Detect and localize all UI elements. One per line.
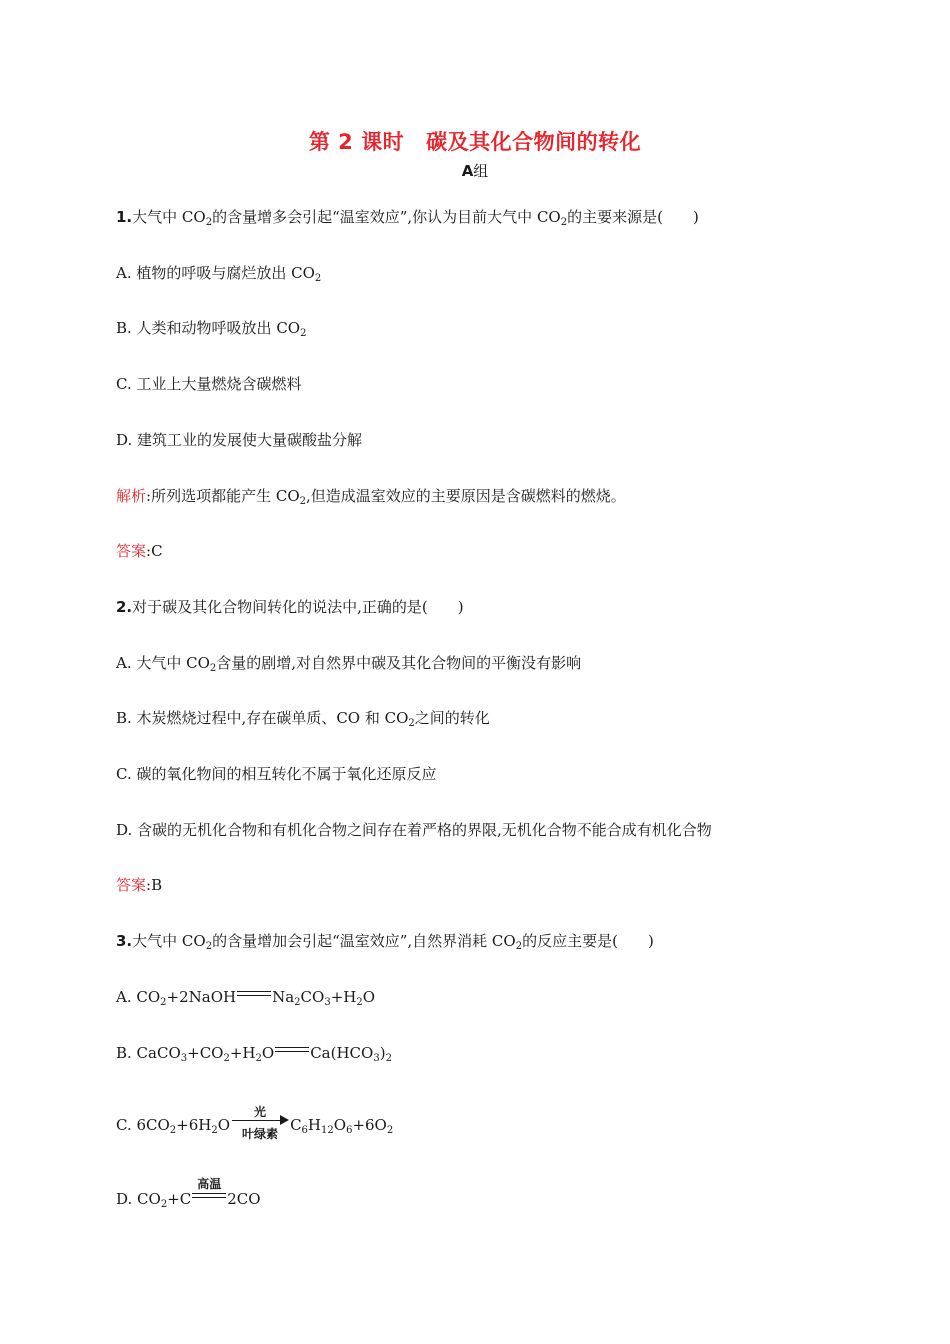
question-3-option-d: [116, 1177, 261, 1210]
option-text: C. 碳的氧化物间的相互转化不属于氧化还原反应: [116, 765, 437, 783]
formula-text: H: [307, 1116, 322, 1134]
formula-text: O: [362, 988, 376, 1006]
answer-value: :C: [146, 542, 163, 560]
formula-text: C: [290, 1116, 302, 1134]
formula-text: +2NaOH: [166, 988, 237, 1006]
arrow-condition-above: 光: [254, 1105, 267, 1119]
question-1-option-a: A. 植物的呼吸与腐烂放出 $CO_2$: [116, 264, 322, 284]
question-2-option-d: [116, 820, 712, 840]
stem-text: 对于碳及其化合物间转化的说法中,正确的是( ): [132, 598, 464, 616]
formula-text: O: [217, 1116, 231, 1134]
question-3-stem: 3.大气中 $CO_2$的含量增加会引起“温室效应”,自然界消耗 $CO_2$的反应主要是( ): [116, 932, 654, 952]
question-number: 3.: [116, 932, 133, 950]
question-2-answer: [116, 875, 162, 895]
subscript: 2: [386, 1125, 394, 1136]
question-3-option-c: [116, 1105, 394, 1141]
question-1-option-d: [116, 430, 362, 450]
subscript: 6: [301, 1125, 308, 1136]
question-2-option-c: [116, 764, 436, 784]
question-1-option-b: B. 人类和动物呼吸放出 $CO_2$: [116, 319, 307, 339]
subscript: 2: [160, 1199, 168, 1210]
option-text: D. 含碳的无机化合物和有机化合物之间存在着严格的界限,无机化合物不能合成有机化合物: [116, 821, 712, 839]
title-lesson-number: 第 2 课时: [308, 130, 405, 154]
question-number: 1.: [116, 208, 133, 226]
subscript: 3: [324, 997, 331, 1008]
stem-text: 的含量增多会引起“温室效应”,你认为目前大气中 CO: [212, 208, 561, 226]
option-text: B. 木炭燃烧过程中,存在碳单质、CO 和 CO: [116, 709, 409, 727]
option-text: A. 植物的呼吸与腐烂放出 CO: [116, 264, 315, 282]
reaction-condition: 高温: [197, 1177, 222, 1191]
formula-text: +6H: [176, 1116, 212, 1134]
formula-text: O: [261, 1044, 275, 1062]
formula-text: +C: [167, 1190, 192, 1208]
question-3-option-a: [116, 987, 375, 1007]
formula-text: A. CO: [116, 988, 161, 1006]
page-title: [0, 126, 950, 156]
formula-text: Na: [272, 988, 295, 1006]
answer-value: :B: [146, 876, 163, 894]
subscript: 2: [169, 1125, 177, 1136]
question-1-stem: 1.大气中 $CO_2$的含量增多会引起“温室效应”,你认为目前大气中 $CO_2$的主要来源是( ): [116, 208, 699, 228]
group-text: 组: [473, 162, 489, 180]
question-2-option-a: A. 大气中 $CO_2$含量的剧增,对自然界中碳及其化合物间的平衡没有影响: [116, 654, 582, 674]
subscript: 6: [346, 1125, 353, 1136]
formula-text: D. CO: [116, 1190, 161, 1208]
stem-text: 的含量增加会引起“温室效应”,自然界消耗 CO: [212, 932, 516, 950]
option-text: 含量的剧增,对自然界中碳及其化合物间的平衡没有影响: [216, 654, 582, 672]
stem-text: 的主要来源是( ): [567, 208, 699, 226]
group-label: [0, 160, 950, 181]
formula-text: O: [333, 1116, 347, 1134]
option-text: D. 建筑工业的发展使大量碳酸盐分解: [116, 431, 363, 449]
formula-text: +H: [330, 988, 357, 1006]
subscript: 2: [356, 997, 363, 1008]
option-text: 之间的转化: [414, 709, 490, 727]
formula-text: B. CaCO: [116, 1044, 181, 1062]
question-1-analysis: 解析:所列选项都能产生 $CO_2$,但造成温室效应的主要原因是含碳燃料的燃烧。: [116, 487, 626, 507]
subscript: 2: [160, 997, 167, 1008]
formula-text: +CO: [187, 1044, 224, 1062]
subscript: 12: [321, 1125, 334, 1136]
formula-text: ): [379, 1044, 386, 1062]
subscript: 3: [180, 1053, 188, 1064]
stem-text: 大气中 CO: [132, 208, 206, 226]
question-1-option-c: [116, 374, 301, 394]
subscript: 2: [294, 997, 301, 1008]
option-text: A. 大气中 CO: [116, 654, 210, 672]
analysis-label: 解析: [116, 487, 147, 505]
subscript: 2: [223, 1053, 230, 1064]
equals-sign-with-condition: [192, 1177, 226, 1201]
question-1-answer: [116, 541, 163, 561]
answer-label: 答案: [116, 876, 147, 894]
subscript: 2: [255, 1053, 262, 1064]
stem-text: 的反应主要是( ): [522, 932, 654, 950]
subscript: 3: [373, 1053, 380, 1064]
analysis-text: :所列选项都能产生 CO: [146, 487, 300, 505]
equals-sign: [275, 1047, 309, 1055]
option-text: B. 人类和动物呼吸放出 CO: [116, 319, 301, 337]
title-topic: 碳及其化合物间的转化: [426, 130, 642, 154]
formula-text: +H: [229, 1044, 256, 1062]
answer-label: 答案: [116, 542, 147, 560]
option-text: C. 工业上大量燃烧含碳燃料: [116, 375, 302, 393]
group-letter: A: [461, 162, 474, 180]
equals-sign: [237, 991, 271, 999]
question-2-stem: [116, 597, 464, 617]
formula-text: Ca(HCO: [310, 1044, 374, 1062]
question-3-option-b: [116, 1043, 392, 1063]
subscript: 2: [385, 1053, 392, 1064]
formula-text: CO: [300, 988, 325, 1006]
analysis-text: ,但造成温室效应的主要原因是含碳燃料的燃烧。: [306, 487, 626, 505]
arrow-condition-below: 叶绿素: [242, 1127, 279, 1141]
subscript: 2: [211, 1125, 218, 1136]
reaction-arrow: [232, 1105, 288, 1141]
stem-text: 大气中 CO: [132, 932, 206, 950]
question-2-option-b: B. 木炭燃烧过程中,存在碳单质、CO 和 $CO_2$之间的转化: [116, 709, 490, 729]
question-number: 2.: [116, 598, 133, 616]
formula-text: 2CO: [227, 1190, 261, 1208]
formula-text: +6O: [352, 1116, 387, 1134]
formula-text: C. 6CO: [116, 1116, 170, 1134]
